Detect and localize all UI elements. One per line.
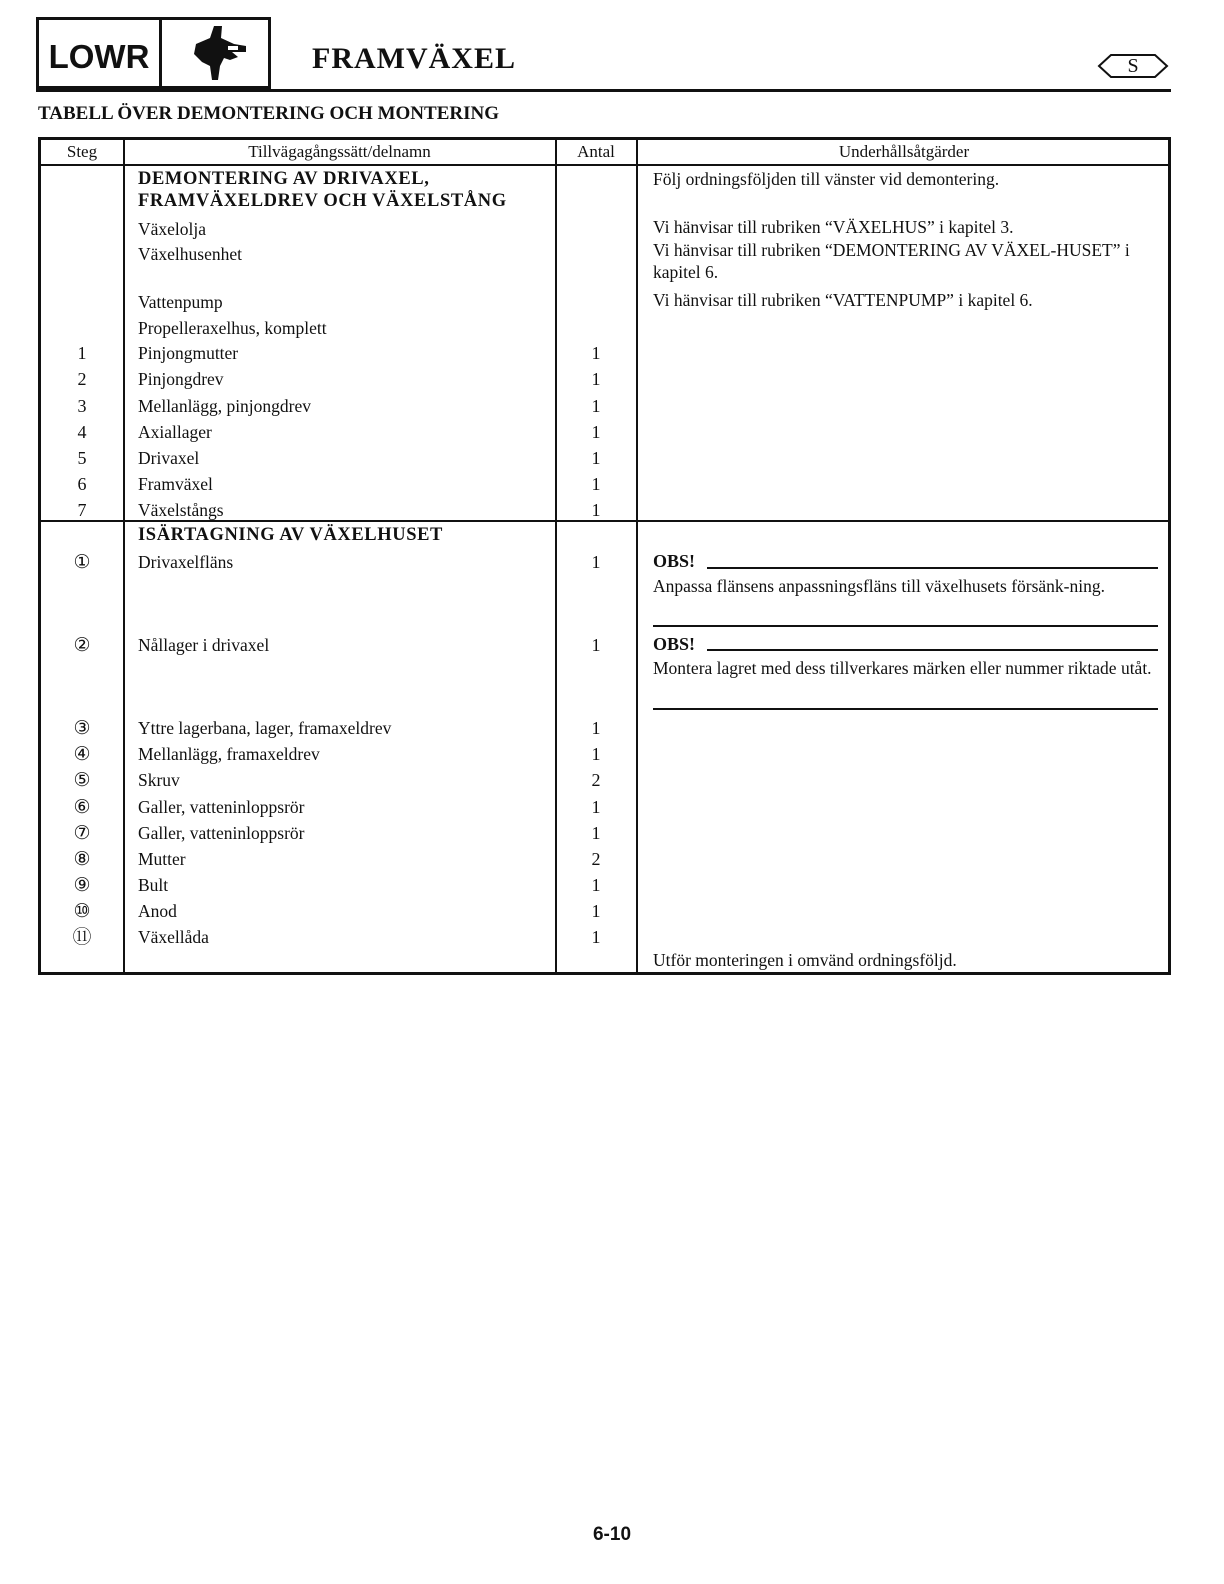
prelim-item-name: Växelolja [138, 219, 207, 239]
part-name: Växellåda [138, 927, 209, 947]
table-title: TABELL ÖVER DEMONTERING OCH MONTERING [38, 103, 499, 124]
part-name: Pinjongdrev [138, 369, 224, 389]
prelim-item-note: Vi hänvisar till rubriken “VÄXELHUS” i kapitel 3. [653, 217, 1014, 237]
col-header-antal: Antal [577, 142, 615, 161]
part-name: Mellanlägg, framaxeldrev [138, 744, 320, 764]
step-number: ⑨ [73, 874, 91, 896]
section1-heading-line1: DEMONTERING AV DRIVAXEL, [138, 169, 430, 189]
section-badge [36, 17, 271, 89]
prelim-item-note: Vi hänvisar till rubriken “VATTENPUMP” i kapitel 6. [653, 290, 1033, 310]
step-number: ① [73, 551, 91, 573]
part-qty: 2 [591, 770, 601, 790]
part-qty: 1 [591, 718, 601, 738]
header-divider [41, 164, 1168, 166]
part-qty: 1 [591, 474, 601, 494]
footer-note: Utför monteringen i omvänd ordningsföljd. [653, 950, 957, 970]
language-badge-text: S [1127, 55, 1139, 77]
part-qty: 1 [591, 797, 601, 817]
part-name: Mellanlägg, pinjongdrev [138, 396, 312, 416]
obs-label: OBS! [653, 634, 696, 654]
step-number: ⑪ [72, 926, 92, 948]
obs-note: Montera lagret med dess tillverkares märken eller nummer riktade utåt. [653, 658, 1152, 678]
part-name: Mutter [138, 849, 186, 869]
obs-label: OBS! [653, 551, 696, 571]
part-qty: 1 [591, 927, 601, 947]
disassembly-table [38, 137, 1171, 975]
col-header-notes: Underhållsåtgärder [838, 142, 970, 161]
part-qty: 1 [591, 823, 601, 843]
prelim-item-name: Propelleraxelhus, komplett [138, 318, 327, 338]
step-number: 7 [77, 500, 87, 520]
step-number: ⑧ [73, 848, 91, 870]
prelim-item-name: Vattenpump [138, 292, 223, 312]
part-name: Bult [138, 875, 169, 895]
col-header-name: Tillvägagångssätt/delnamn [248, 142, 431, 161]
page-title: FRAMVÄXEL [312, 42, 516, 75]
step-number: ③ [73, 717, 91, 739]
step-number: ④ [73, 743, 91, 765]
step-number: ⑦ [73, 822, 91, 844]
part-name: Galler, vatteninloppsrör [138, 797, 305, 817]
step-number: 3 [77, 396, 87, 416]
step-number: 2 [77, 369, 87, 389]
step-number: ⑥ [73, 796, 91, 818]
part-name: Yttre lagerbana, lager, framaxeldrev [138, 718, 392, 738]
part-name: Axiallager [138, 422, 212, 442]
step-number: 4 [77, 422, 87, 442]
part-qty: 1 [591, 369, 601, 389]
part-qty: 1 [591, 552, 601, 572]
hand-pointer-icon [162, 20, 268, 86]
part-qty: 1 [591, 500, 601, 520]
obs-rule [653, 708, 1158, 710]
col-divider [636, 140, 638, 972]
part-qty: 1 [591, 422, 601, 442]
part-qty: 1 [591, 744, 601, 764]
obs-note: Anpassa flänsens anpassningsfläns till växelhusets försänk-ning. [653, 576, 1106, 596]
section1-heading-line2: FRAMVÄXELDREV OCH VÄXELSTÅNG [138, 191, 507, 211]
section1-heading-note: Följ ordningsföljden till vänster vid demontering. [653, 169, 1000, 189]
section2-heading: ISÄRTAGNING AV VÄXELHUSET [138, 525, 443, 545]
step-number: ⑤ [73, 769, 91, 791]
part-qty: 1 [591, 343, 601, 363]
col-divider [123, 140, 125, 972]
obs-rule [653, 625, 1158, 627]
section-code: LOWR [39, 20, 162, 86]
part-qty: 2 [591, 849, 601, 869]
step-number: 5 [77, 448, 87, 468]
part-qty: 1 [591, 635, 601, 655]
step-number: ② [73, 634, 91, 656]
part-name: Drivaxelfläns [138, 552, 234, 572]
page-number: 6-10 [592, 1524, 632, 1545]
header-rule [36, 89, 1171, 92]
step-number: 6 [77, 474, 87, 494]
obs-rule [707, 649, 1158, 651]
part-name: Anod [138, 901, 177, 921]
col-header-steg: Steg [66, 142, 98, 161]
part-name: Skruv [138, 770, 180, 790]
part-qty: 1 [591, 448, 601, 468]
part-name: Galler, vatteninloppsrör [138, 823, 305, 843]
part-qty: 1 [591, 396, 601, 416]
part-qty: 1 [591, 875, 601, 895]
step-number: ⑩ [73, 900, 91, 922]
prelim-item-name: Växelhusenhet [138, 244, 242, 264]
part-qty: 1 [591, 901, 601, 921]
step-number: 1 [77, 343, 87, 363]
part-name: Nållager i drivaxel [138, 635, 270, 655]
part-name: Drivaxel [138, 448, 200, 468]
part-name: Pinjongmutter [138, 343, 239, 363]
obs-rule [707, 567, 1158, 569]
part-name: Framväxel [138, 474, 213, 494]
prelim-item-note: Vi hänvisar till rubriken “DEMONTERING AV VÄXEL-HUSET” i kapitel 6. [653, 240, 1130, 282]
part-name: Växelstångs [138, 500, 224, 520]
